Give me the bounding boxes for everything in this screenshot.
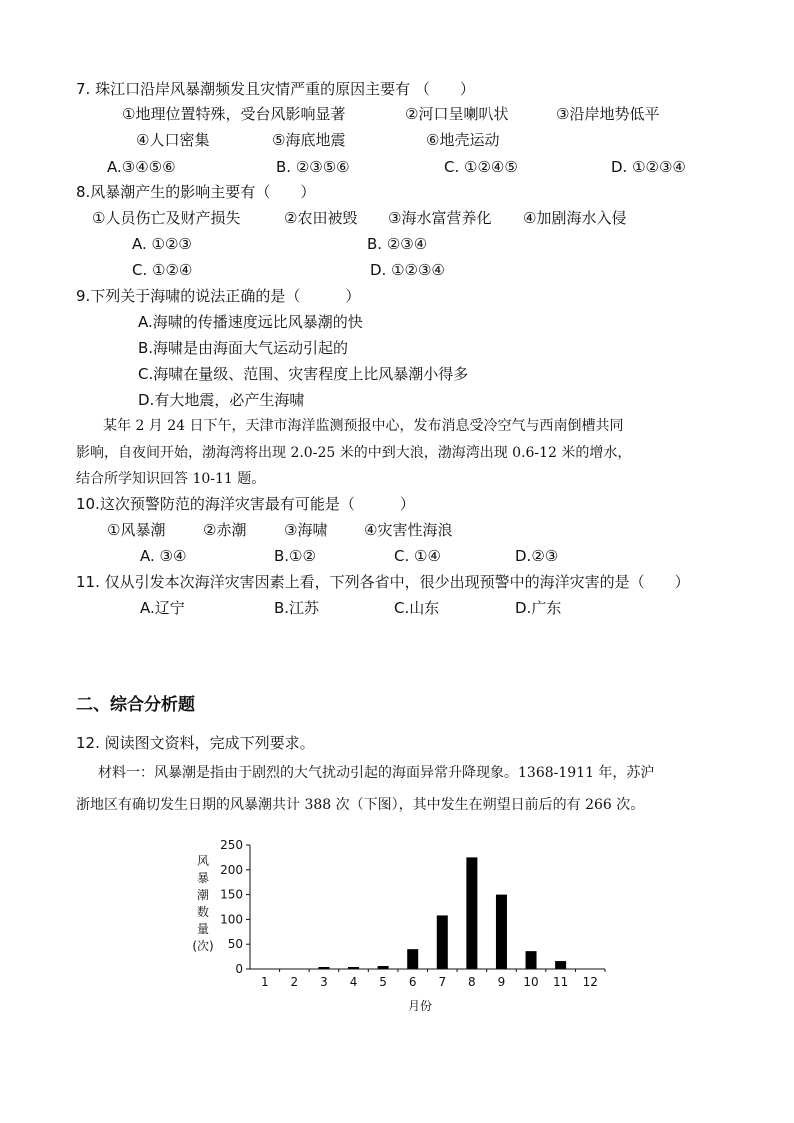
y-label-char: 暴 xyxy=(196,871,210,885)
x-tick-label: 3 xyxy=(320,975,328,989)
x-axis-label: 月份 xyxy=(407,999,433,1013)
bar-month-9 xyxy=(496,895,507,969)
x-tick-label: 7 xyxy=(438,975,447,989)
q7-item-2: ②河口呈喇叭状 xyxy=(405,105,509,123)
storm-surge-bar-chart xyxy=(190,835,620,1025)
q9-option-a: A.海啸的传播速度远比风暴潮的快 xyxy=(138,313,363,331)
y-label-char: 风 xyxy=(196,854,210,868)
q7-item-4: ④人口密集 xyxy=(136,131,210,149)
q7-item-5: ⑤海底地震 xyxy=(272,131,346,149)
q7-option-b: B. ②③⑤⑥ xyxy=(276,158,350,176)
q9-stem: 9.下列关于海啸的说法正确的是（ ） xyxy=(76,287,361,305)
q10-option-b: B.①② xyxy=(274,547,316,565)
q10-item-2: ②赤潮 xyxy=(203,521,247,539)
y-tick-label: 150 xyxy=(220,887,243,902)
y-label-char: 潮 xyxy=(196,888,210,902)
q10-item-1: ①风暴潮 xyxy=(107,521,166,539)
passage-line-1: 某年 2 月 24 日下午，天津市海洋监测预报中心，发布消息受冷空气与西南倒槽共同 xyxy=(103,418,624,434)
q7-option-a: A.③④⑤⑥ xyxy=(107,158,176,176)
q8-option-b: B. ②③④ xyxy=(367,235,428,253)
q7-item-1: ①地理位置特殊，受台风影响显著 xyxy=(122,105,346,123)
q11-stem: 11. 仅从引发本次海洋灾害因素上看，下列各省中，很少出现预警中的海洋灾害的是（ ） xyxy=(76,573,690,591)
q7-option-d: D. ①②③④ xyxy=(611,158,686,176)
x-axis-ticks xyxy=(261,969,605,989)
q8-option-d: D. ①②③④ xyxy=(370,261,445,279)
x-tick-label: 10 xyxy=(523,975,539,989)
q10-item-4: ④灾害性海浪 xyxy=(364,521,453,539)
material-line-1: 材料一：风暴潮是指由于剧烈的大气扰动引起的海面异常升降现象。1368-1911 年，苏沪 xyxy=(98,765,655,781)
y-axis-ticks xyxy=(220,838,250,976)
material-line-2: 浙地区有确切发生日期的风暴潮共计 388 次（下图），其中发生在朔望日前后的有 266 次。 xyxy=(76,797,645,813)
q12-stem: 12. 阅读图文资料，完成下列要求。 xyxy=(76,734,315,752)
q7-stem: 7. 珠江口沿岸风暴潮频发且灾情严重的原因主要有 （ ） xyxy=(76,80,475,98)
q7-item-3: ③沿岸地势低平 xyxy=(556,105,660,123)
q8-item-4: ④加剧海水入侵 xyxy=(523,209,627,227)
q10-option-a: A. ③④ xyxy=(140,547,187,565)
y-tick-label: 0 xyxy=(235,962,243,976)
x-tick-label: 11 xyxy=(552,975,569,989)
q11-option-a: A.辽宁 xyxy=(140,599,185,617)
q10-item-3: ③海啸 xyxy=(284,521,328,539)
q8-option-a: A. ①②③ xyxy=(132,235,192,253)
q10-stem: 10.这次预警防范的海洋灾害最有可能是（ ） xyxy=(76,495,415,513)
bar-month-7 xyxy=(437,915,448,969)
q10-option-d: D.②③ xyxy=(515,547,559,565)
bar-month-10 xyxy=(526,951,537,969)
y-label-char: 数 xyxy=(196,905,210,919)
x-tick-label: 12 xyxy=(582,975,598,989)
q8-item-3: ③海水富营养化 xyxy=(388,209,492,227)
q8-item-2: ②农田被毁 xyxy=(284,209,358,227)
q9-option-d: D.有大地震，必产生海啸 xyxy=(138,391,305,409)
q8-stem: 8.风暴潮产生的影响主要有（ ） xyxy=(76,183,316,201)
q8-item-1: ①人员伤亡及财产损失 xyxy=(92,209,241,227)
q9-option-c: C.海啸在量级、范围、灾害程度上比风暴潮小得多 xyxy=(138,365,469,383)
y-label-char: 量 xyxy=(196,922,210,936)
x-tick-label: 1 xyxy=(260,975,269,989)
bars xyxy=(289,857,596,969)
bar-month-8 xyxy=(466,857,477,969)
x-tick-label: 9 xyxy=(497,975,506,989)
y-tick-label: 50 xyxy=(227,937,243,952)
passage-line-2: 影响，自夜间开始，渤海湾将出现 2.0-25 米的中到大浪，渤海湾出现 0.6-12 米的增水， xyxy=(76,445,632,461)
q9-option-b: B.海啸是由海面大气运动引起的 xyxy=(138,339,349,357)
q7-option-c: C. ①②④⑤ xyxy=(444,158,518,176)
x-tick-label: 2 xyxy=(290,975,299,989)
y-tick-label: 250 xyxy=(220,838,243,852)
section-heading: 二、综合分析题 xyxy=(76,695,195,715)
q11-option-c: C.山东 xyxy=(394,599,440,617)
x-tick-label: 8 xyxy=(468,975,476,989)
bar-month-6 xyxy=(407,949,418,969)
x-tick-label: 5 xyxy=(379,975,387,989)
passage-line-3: 结合所学知识回答 10-11 题。 xyxy=(76,471,266,487)
q10-option-c: C. ①④ xyxy=(394,547,441,565)
q8-option-c: C. ①②④ xyxy=(132,261,193,279)
q11-option-d: D.广东 xyxy=(515,599,562,617)
y-label-char: (次) xyxy=(192,939,214,953)
q7-item-6: ⑥地壳运动 xyxy=(426,131,500,149)
y-tick-label: 100 xyxy=(220,912,243,927)
x-tick-label: 4 xyxy=(349,975,358,989)
y-tick-label: 200 xyxy=(220,862,243,877)
bar-month-11 xyxy=(555,961,566,969)
q11-option-b: B.江苏 xyxy=(274,599,320,617)
y-axis-label xyxy=(192,854,213,953)
x-tick-label: 6 xyxy=(408,975,417,989)
